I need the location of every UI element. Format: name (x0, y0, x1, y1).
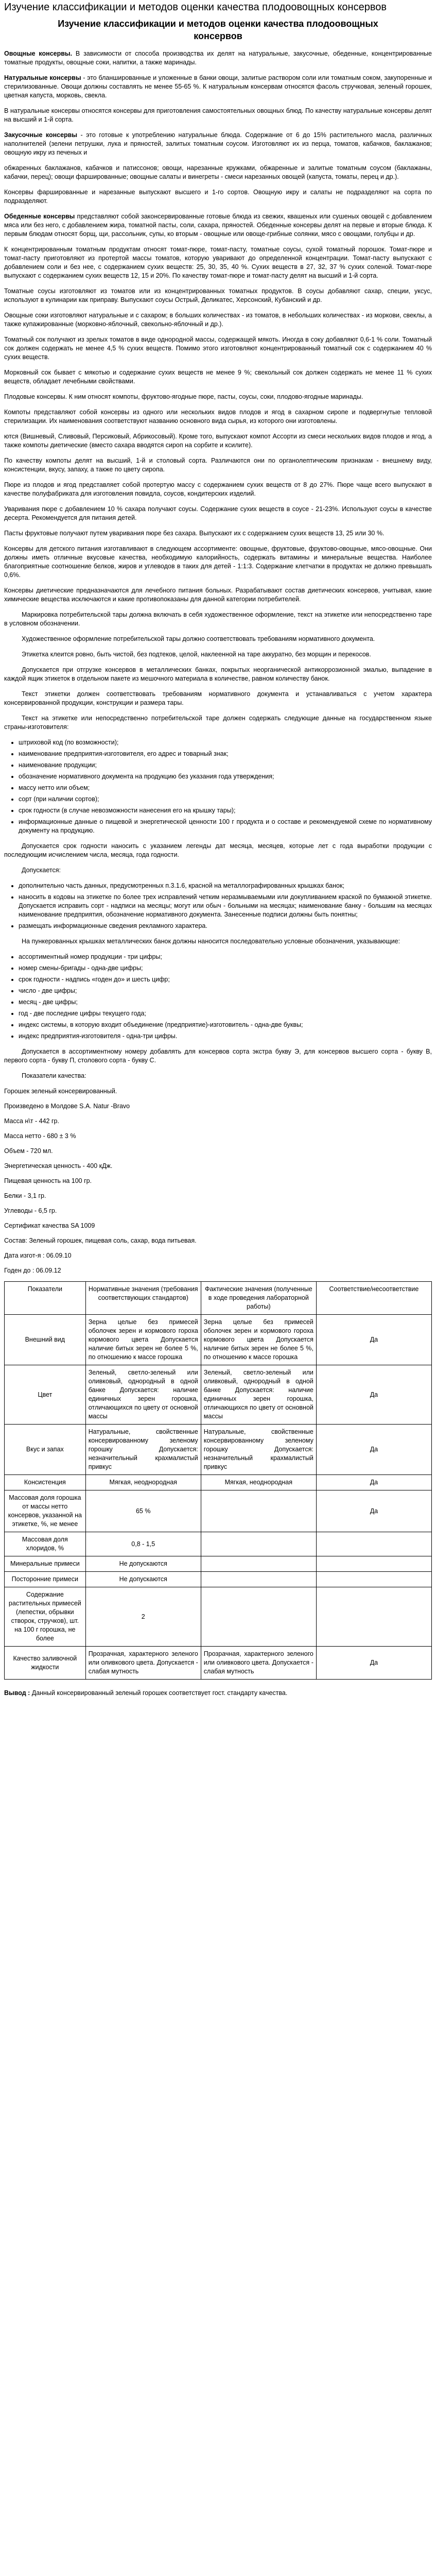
paragraph (4, 937, 432, 946)
list-item: • наименование продукции; (19, 761, 432, 770)
cell-indicator: Посторонние примеси (5, 1572, 86, 1587)
page (0, 1, 436, 1715)
product-field: Масса н\т - 442 гр. (4, 1117, 59, 1125)
paragraph (4, 164, 432, 181)
document-title: Изучение классификации и методов оценки качества плодоовощных консервов (58, 19, 378, 41)
paragraph (4, 188, 432, 206)
cell-match: Да (316, 1475, 431, 1490)
section-intro (4, 49, 432, 732)
table-row (5, 1425, 432, 1475)
paragraph-text: В зависимости от способа производства их делят на натуральные, закусочные, обеденные, концентрированные томатные продукты, овощные соки, напитки, а также маринады. (4, 50, 432, 66)
paragraph (4, 714, 432, 732)
header-fact: Фактические значения (полученные в ходе проведения лабораторной работы) (201, 1282, 316, 1315)
table-row (5, 1647, 432, 1680)
cell-fact: Прозрачная, характерного зеленого или оливкового цвета. Допускается - слабая мутность (201, 1647, 316, 1680)
list-item: • номер смены-бригады - одна-две цифры; (19, 964, 432, 973)
paragraph (4, 131, 432, 157)
paragraph (4, 529, 432, 538)
paragraph (4, 49, 432, 67)
cell-fact (201, 1556, 316, 1572)
table-row (5, 1572, 432, 1587)
cell-norm: Не допускаются (85, 1572, 201, 1587)
cell-match (316, 1532, 431, 1556)
paragraph (4, 1072, 432, 1080)
paragraph (4, 456, 432, 474)
product-field: Масса нетто - 680 ± 3 % (4, 1132, 76, 1140)
paragraph (4, 368, 432, 386)
cell-norm: 2 (85, 1587, 201, 1647)
paragraph (4, 393, 432, 401)
paragraph-text: Пюре из плодов и ягод представляет собой протертую массу с содержанием сухих веществ от 8 до 27%. Пюре чаще всего выпускают в качестве полуфабриката для изготовления повидла, соусов, кондитерских изделий. (4, 481, 432, 497)
paragraph-text: Маркировка потребительской тары должна включать в себя художественное оформление, текст на этикетке или непосредственно таре в условном обозначении. (4, 611, 432, 627)
paragraph-lead: Овощные консервы. (4, 50, 73, 57)
paragraph-text: Уваривания пюре с добавлением 10 % сахара получают соусы. Содержание сухих веществ в соусе - 21-23%. Используют соусы в качестве десерта. Рекомендуется для питания детей. (4, 505, 432, 521)
cell-fact: Зерна целые без примесей оболочек зерен и кормового гороха кормового цвета Допускается наличие битых зерен не более 5 %, по отношению к массе горошка (201, 1315, 316, 1365)
list-item: • размещать информационные сведения рекламного характера. (19, 922, 432, 930)
product-field: Энергетическая ценность - 400 кДж. (4, 1162, 113, 1170)
paragraph-text: Овощные соки изготовляют натуральные и с сахаром; в больших количествах - из томатов, в небольших количествах - из моркови, свеклы, а также купажированные (морковно-яблочный, свекольно-яблочный и др.). (4, 312, 432, 328)
product-field: Сертификат качества SA 1009 (4, 1222, 95, 1229)
product-field: Горошек зеленый консервированный. (4, 1088, 117, 1095)
cell-indicator: Массовая доля горошка от массы нетто консервов, указанной на этикетке, %, не менее (5, 1490, 86, 1532)
paragraph (4, 690, 432, 707)
list-item: • ассортиментный номер продукции - три цифры; (19, 953, 432, 961)
paragraph (4, 866, 432, 875)
allowed-list (4, 882, 432, 930)
paragraph-text: ются (Вишневый, Сливовый, Персиковый, Абрикосовый). Кроме того, выпускают компот Ассорти из смеси нескольких видов плодов и ягод, а также компоты диетические (вместо сахара вводятся сироп на сорбите и ксилите). (4, 433, 432, 449)
paragraph-text: Консервы для детского питания изготавливают в следующем ассортименте: овощные, фруктовые, фруктово-овощные, мясо-овощные. Они должны иметь отличные вкусовые качества, необходимую калорийность, содержать витамины и минеральные вещества. Наиболее благоприятные соотношение белков, жиров и углеводов в таких для детей - 1:1:3. Содержание клетчатки в продуктах не должно превышать 0,6%. (4, 545, 432, 579)
cell-match (316, 1587, 431, 1647)
paragraph (4, 481, 432, 498)
paragraph (4, 635, 432, 643)
paragraph (4, 611, 432, 628)
header-indicator: Показатели (5, 1282, 86, 1315)
quality-table (4, 1281, 432, 1680)
product-field: Пищевая ценность на 100 гр. (4, 1177, 92, 1184)
cell-match: Да (316, 1490, 431, 1532)
cell-indicator: Цвет (5, 1365, 86, 1425)
paragraph-text: Допускается срок годности наносить с указанием легенды дат месяца, месяцев, которые лет с года выработки продукции с последующим исчислением числа, месяца, года годности. (4, 842, 432, 858)
paragraph-text: Художественное оформление потребительской тары должно соответствовать требованиям нормативного документа. (22, 635, 375, 642)
product-fields (4, 1087, 432, 1275)
paragraph-text: Допускается: (22, 867, 61, 874)
list-item: • индекс предприятия-изготовителя - одна-три цифры. (19, 1032, 432, 1041)
page-title: Изучение классификации и методов оценки качества плодоовощных консервов (4, 2, 387, 13)
cell-indicator: Консистенция (5, 1475, 86, 1490)
cell-fact: Зеленый, светло-зеленый или оливковый, однородный в одной банке Допускается: наличие единичных зерен горошка, отличающихся по цвету от основной массы (201, 1365, 316, 1425)
list-item: • информационные данные о пищевой и энергетической ценности 100 г продукта и о составе и рекомендуемой схеме по нормативному документу на продукцию. (19, 818, 432, 835)
paragraph-text: обжаренных баклажанов, кабачков и патиссонов; овощи, нарезанные кружками, обжаренные и залитые томатным соусом (баклажаны, кабачки, перец); овощи фаршированные; овощные салаты и винегреты - смеси нарезанных овощей (капуста, томаты, перец и др.). (4, 164, 432, 180)
paragraph (4, 107, 432, 124)
paragraph-text: Показатели качества: (22, 1072, 86, 1079)
conclusion-lead: Вывод : (4, 1689, 30, 1697)
paragraph-text: К концентрированным томатным продуктам относят томат-пюре, томат-пасту, томатные соусы, сухой томатный порошок. Томат-пюре и томат-пасту приготовляют из протертой массы томатов, которую уваривают до определенной концентрации. Томат-пасту выпускают с добавлением соли и без нее, с содержанием сухих веществ: 25, 30, 35, 40 %. Сухих веществ в 27, 32, 37 % сухих соленой. Томат-пюре выпускают с содержанием сухих веществ 12, 15 и 20%. По качеству томат-пюре и томат-пасту делят на высший и 1-й сорта. (4, 246, 432, 279)
paragraph-lead: Закусочные консервы (4, 131, 78, 139)
list-item: • наносить в кодовы на этикетке по более трех исправлений четким неразмываемыми или докупливанием краской по бумажной этикетке. Допускается исправить сорт - надписи на месяцы; могут или обыч - больными на месяцах; наименование банку - большим на месяцах наименование предприятия, обозначение нормативного документа. Занесенные подписи должны быть понятны; (19, 893, 432, 919)
paragraph-text: Пасты фруктовые получают путем уваривания пюре без сахара. Выпускают их с содержанием сухих веществ 13, 25 или 30 %. (4, 530, 385, 537)
list-item: • индекс системы, в которую входит объединение (предприятие)-изготовитель - одна-две буквы; (19, 1021, 432, 1029)
list-item: • срок годности - надпись «годен до» и шесть цифр; (19, 975, 432, 984)
paragraph (4, 432, 432, 450)
paragraph (4, 842, 432, 859)
header-match: Соответствие/несоответствие (316, 1282, 431, 1315)
cell-match (316, 1556, 431, 1572)
list-item: • месяц - две цифры; (19, 998, 432, 1007)
product-field: Объем - 720 мл. (4, 1147, 53, 1155)
cell-indicator: Вкус и запах (5, 1425, 86, 1475)
product-field: Состав: Зеленый горошек, пищевая соль, сахар, вода питьевая. (4, 1237, 197, 1244)
table-row (5, 1532, 432, 1556)
conclusion-text: Данный консервированный зеленый горошек соответствует гост. стандарту качества. (30, 1689, 288, 1697)
cell-norm: Не допускаются (85, 1556, 201, 1572)
paragraph-text: Компоты представляют собой консервы из одного или нескольких видов плодов и ягод в сахарном сиропе и подвергнутые тепловой стерилизации. Их наименования соответствуют названию основного вида сырья, из которого они изготовлены. (4, 409, 432, 425)
cell-indicator: Содержание растительных примесей (лепестки, обрывки створок, стручков), шт. на 100 г горошка, не более (5, 1587, 86, 1647)
lid-marking-list (4, 953, 432, 1041)
paragraph (4, 287, 432, 304)
cell-indicator: Внешний вид (5, 1315, 86, 1365)
cell-fact: Мягкая, неоднородная (201, 1475, 316, 1490)
table-row (5, 1556, 432, 1572)
list-item: • год - две последние цифры текущего года; (19, 1009, 432, 1018)
paragraph-text: В натуральные консервы относятся консервы для приготовления самостоятельных овощных блюд. По качеству натуральные консервы делят на высший и 1-й сорта. (4, 107, 432, 123)
conclusion (4, 1689, 432, 1698)
section-quality (4, 1047, 432, 1080)
table-row (5, 1587, 432, 1647)
cell-norm: 65 % (85, 1490, 201, 1532)
cell-norm: 0,8 - 1,5 (85, 1532, 201, 1556)
paragraph (4, 1047, 432, 1065)
cell-norm: Зеленый, светло-зеленый или оливковый, однородный в одной банке Допускается: наличие единичных зерен горошка, отличающихся по цвету от основной массы (85, 1365, 201, 1425)
cell-match (316, 1572, 431, 1587)
paragraph (4, 245, 432, 280)
cell-fact (201, 1572, 316, 1587)
paragraph-text: Текст на этикетке или непосредственно потребительской таре должен содержать следующие данные на государственном языке страны-изготовителя: (4, 715, 432, 731)
cell-indicator: Массовая доля хлоридов, % (5, 1532, 86, 1556)
paragraph-text: Плодовые консервы. К ним относят компоты, фруктово-ягодные пюре, пасты, соусы, соки, плодово-ягодные маринады. (4, 393, 363, 400)
product-field: Произведено в Молдове S.A. Natur -Bravo (4, 1103, 130, 1110)
cell-fact (201, 1587, 316, 1647)
label-requirements-list (4, 738, 432, 835)
paragraph-text: - это бланшированные и уложенные в банки овощи, залитые раствором соли или томатным соком, закупоренные и стерилизованные. Овощи должны составлять не менее 55-65 %. К натуральным консервам относятся фасоль стручковая, зеленый горошек, цветная капуста, морковь, свекла. (4, 74, 432, 99)
table-row (5, 1365, 432, 1425)
product-field: Годен до : 06.09.12 (4, 1267, 61, 1274)
cell-match: Да (316, 1647, 431, 1680)
paragraph-text: Допускается в ассортиментному номеру добавлять для консервов сорта экстра букву Э, для консервов высшего сорта - букву В, первого сорта - букву П, столового сорта - букву С. (4, 1048, 432, 1064)
cell-match: Да (316, 1365, 431, 1425)
product-field: Белки - 3,1 гр. (4, 1192, 46, 1199)
paragraph-text: Томатный сок получают из зрелых томатов в виде однородной массы, содержащей мякоть. Иногда в соку добавляют 0,6-1 % соли. Томатный сок должен содержать не менее 4,5 % сухих веществ. Помимо этого изготовляют концентрированный томатный сок с содержанием 40 % сухих веществ. (4, 336, 432, 361)
list-item: • сорт (при наличии сортов); (19, 795, 432, 804)
paragraph-text: На пункерованных крышках металлических банок должны наносится последовательно условные обозначения, указывающие: (22, 938, 400, 945)
cell-norm: Зерна целые без примесей оболочек зерен и кормового гороха кормового цвета Допускается наличие битых зерен не более 5 %, по отношению к массе горошка (85, 1315, 201, 1365)
cell-match: Да (316, 1315, 431, 1365)
cell-fact (201, 1490, 316, 1532)
paragraph-text: Морковный сок бывает с мякотью и содержание сухих веществ не менее 9 %; свекольный сок должен содержать не менее 11 % сухих веществ, обладает лечебными свойствами. (4, 369, 432, 385)
paragraph (4, 586, 432, 604)
paragraph-text: - это готовые к употреблению натуральные блюда. Содержание от 6 до 15% растительного масла, различных наполнителей (зелени петрушки, лука и пряностей, залитых томатным соусом. Изготовляют их из перца, томатов, кабачков, баклажанов; овощную икру из печеных и (4, 131, 432, 156)
paragraph-lead: Обеденные консервы (4, 213, 75, 220)
list-item: • число - две цифры; (19, 987, 432, 995)
cell-indicator: Качество заливочной жидкости (5, 1647, 86, 1680)
paragraph (4, 212, 432, 239)
paragraph-text: Консервы диетические предназначаются для лечебного питания больных. Разрабатывают состав диетических консервов, учитывая, какие химические вещества исключаются и какие противопоказаны для данной категории потребителей. (4, 587, 432, 603)
paragraph (4, 335, 432, 362)
table-row (5, 1315, 432, 1365)
paragraph-lead: Натуральные консервы (4, 74, 81, 81)
section-lid-marking (4, 937, 432, 946)
header-norm: Нормативные значения (требования соответствующих стандартов) (85, 1282, 201, 1315)
paragraph (4, 666, 432, 683)
paragraph-text: Томатные соусы изготовляют из томатов или из концентрированных томатных продуктов. В соусы добавляют сахар, специи, уксус, используют в кулинарии как приправу. Выпускают соусы Острый, Деликатес, Херсонский, Кубанский и др. (4, 287, 432, 303)
document-body (4, 18, 432, 1698)
table-header-row (5, 1282, 432, 1315)
paragraph (4, 545, 432, 580)
paragraph-text: Этикетка клеится ровно, быть чистой, без подтеков, целой, наклеенной на таре аккуратно, без морщин и перекосов. (22, 651, 371, 658)
paragraph-text: Допускается при отгрузке консервов в металлических банках, покрытых неорганической антикоррозионной эмалью, выпадение в каждой ящик этикеток в отдельном пакете из мешочного материала в количестве, равном количеству банок. (4, 666, 432, 682)
cell-fact: Натуральные, свойственные консервированному зеленому горошку Допускается: незначительный крахмалистый привкус (201, 1425, 316, 1475)
cell-match: Да (316, 1425, 431, 1475)
paragraph (4, 505, 432, 522)
list-item: • дополнительно часть данных, предусмотренных п.3.1.6, красной на металлографированных крышках банок; (19, 882, 432, 890)
paragraph-text: представляют собой законсервированные готовые блюда из свежих, квашеных или сушеных овощей с добавлением мяса или без него, с добавлением жира, томатной пасты, соли, сахара, пряностей. Обеденные консервы делят на первые и вторые блюда. К первым блюдам относят борщ, щи, рассольник, супы, ко вторым - овощные или овоще-грибные солянки, мясо с овощами, голубцы и др. (4, 213, 432, 238)
product-field: Углеводы - 6,5 гр. (4, 1207, 57, 1214)
paragraph (4, 311, 432, 329)
paragraph-text: По качеству компоты делят на высший, 1-й и столовый сорта. Различаются они по органолептическим признакам - внешнему виду, консистенции, вкусу, запаху, а также по цвету сиропа. (4, 457, 432, 473)
list-item: • штриховой код (по возможности); (19, 738, 432, 747)
list-item: • срок годности (в случае невозможности нанесения его на крышку тары); (19, 806, 432, 815)
table-row (5, 1490, 432, 1532)
paragraph-text: Консервы фаршированные и нарезанные выпускают высшего и 1-го сортов. Овощную икру и салаты не подразделяют на сорта по подразделяют. (4, 189, 432, 205)
paragraph-text: Текст этикетки должен соответствовать требованиям нормативного документа и устанавливаться с учетом характера консервированной продукции, конструкции и размера тары. (4, 690, 432, 706)
cell-fact (201, 1532, 316, 1556)
section-expiry (4, 842, 432, 875)
cell-norm: Прозрачная, характерного зеленого или оливкового цвета. Допускается - слабая мутность (85, 1647, 201, 1680)
list-item: • обозначение нормативного документа на продукцию без указания года утверждения; (19, 772, 432, 781)
list-item: • наименование предприятия-изготовителя, его адрес и товарный знак; (19, 750, 432, 758)
cell-norm: Натуральные, свойственные консервированному зеленому горошку Допускается: незначительный крахмалистый привкус (85, 1425, 201, 1475)
paragraph (4, 650, 432, 659)
paragraph (4, 408, 432, 426)
cell-norm: Мягкая, неоднородная (85, 1475, 201, 1490)
cell-indicator: Минеральные примеси (5, 1556, 86, 1572)
list-item: • массу нетто или объем; (19, 784, 432, 792)
table-row (5, 1475, 432, 1490)
paragraph (4, 74, 432, 100)
product-field: Дата изгот-я : 06.09.10 (4, 1252, 72, 1259)
